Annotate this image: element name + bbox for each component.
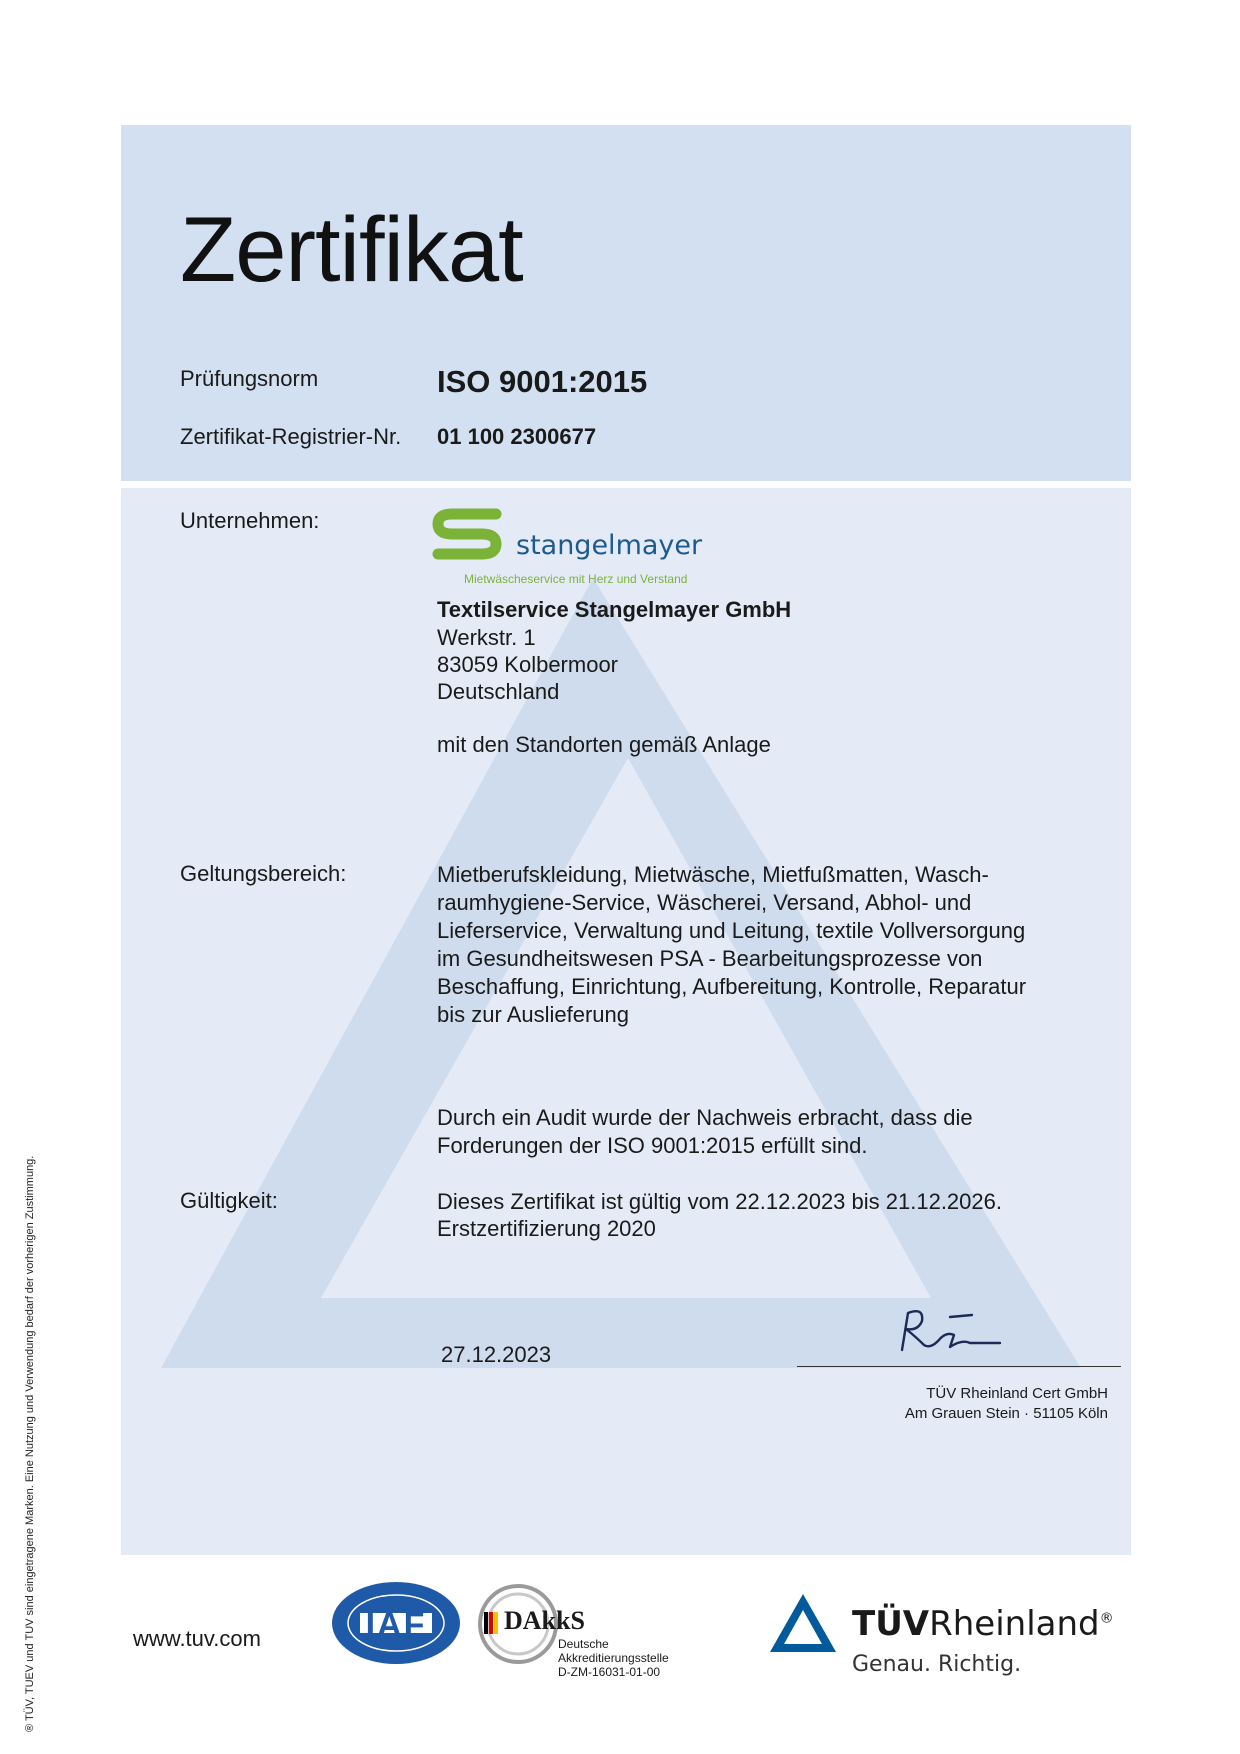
validity-period: Dieses Zertifikat ist gültig vom 22.12.2023 bis 21.12.2026.	[437, 1189, 1002, 1214]
scope-line: raumhygiene-Service, Wäscherei, Versand, Abhol- und	[437, 890, 972, 915]
iaf-text: IAF	[365, 1606, 427, 1644]
dakks-logo	[478, 1582, 688, 1677]
scope-line: Mietberufskleidung, Mietwäsche, Mietfußmatten, Wasch-	[437, 862, 989, 887]
first-certification: Erstzertifizierung 2020	[437, 1216, 656, 1241]
company-city: 83059 Kolbermoor	[437, 652, 619, 677]
scope-label: Geltungsbereich:	[180, 861, 347, 886]
registration-label: Zertifikat-Registrier-Nr.	[180, 424, 402, 449]
certificate-title: Zertifikat	[180, 199, 523, 301]
norm-label: Prüfungsnorm	[180, 366, 319, 391]
tuv-wordmark-bold: TÜV	[852, 1604, 930, 1644]
dakks-name: DAkkS	[504, 1606, 585, 1635]
company-country: Deutschland	[437, 679, 560, 704]
signature-image	[890, 1305, 1010, 1355]
signature-line	[797, 1366, 1121, 1367]
scope-line: bis zur Auslieferung	[437, 1002, 629, 1027]
issuer-address: Am Grauen Stein · 51105 Köln	[904, 1405, 1108, 1422]
dakks-caption	[558, 1637, 669, 1679]
company-name: Textilservice Stangelmayer GmbH	[437, 597, 792, 622]
validity-label: Gültigkeit:	[180, 1188, 278, 1213]
registered-mark: ®	[1099, 1610, 1114, 1627]
tuv-triangle-icon	[768, 1592, 838, 1656]
trademark-note: ® TÜV, TUEV und TUV sind eingetragene Marken. Eine Nutzung und Verwendung bedarf der vorherigen Zustimmung.	[24, 1155, 36, 1732]
tuv-slogan: Genau. Richtig.	[852, 1652, 1022, 1677]
logo-wordmark: stangelmayer	[516, 530, 703, 561]
issuer-name: TÜV Rheinland Cert GmbH	[926, 1385, 1108, 1402]
norm-value: ISO 9001:2015	[437, 364, 648, 399]
audit-line: Forderungen der ISO 9001:2015 erfüllt sind.	[437, 1133, 868, 1158]
scope-text	[437, 861, 1026, 1029]
website-link[interactable]: www.tuv.com	[133, 1626, 261, 1651]
scope-line: im Gesundheitswesen PSA - Bearbeitungsprozesse von	[437, 946, 983, 971]
audit-statement	[437, 1104, 973, 1160]
tuv-wordmark-regular: Rheinland	[929, 1604, 1100, 1644]
audit-line: Durch ein Audit wurde der Nachweis erbracht, dass die	[437, 1105, 973, 1130]
company-street: Werkstr. 1	[437, 625, 536, 650]
tuv-rheinland-logo	[768, 1590, 1114, 1680]
iaf-logo	[330, 1580, 462, 1666]
company-logo	[432, 500, 742, 592]
tuv-wordmark	[852, 1604, 1114, 1644]
dakks-code: D-ZM-16031-01-00	[558, 1665, 661, 1679]
issue-date: 27.12.2023	[441, 1342, 552, 1367]
registration-value: 01 100 2300677	[437, 424, 597, 449]
dakks-line: Akkreditierungsstelle	[558, 1651, 669, 1665]
company-label: Unternehmen:	[180, 508, 320, 533]
scope-line: Lieferservice, Verwaltung und Leitung, textile Vollversorgung	[437, 918, 1026, 943]
dakks-line: Deutsche	[558, 1637, 609, 1651]
scope-line: Beschaffung, Einrichtung, Aufbereitung, Kontrolle, Reparatur	[437, 974, 1027, 999]
stangelmayer-s-icon	[432, 504, 502, 564]
sites-note: mit den Standorten gemäß Anlage	[437, 732, 771, 757]
logo-tagline: Mietwäscheservice mit Herz und Verstand	[464, 572, 688, 586]
